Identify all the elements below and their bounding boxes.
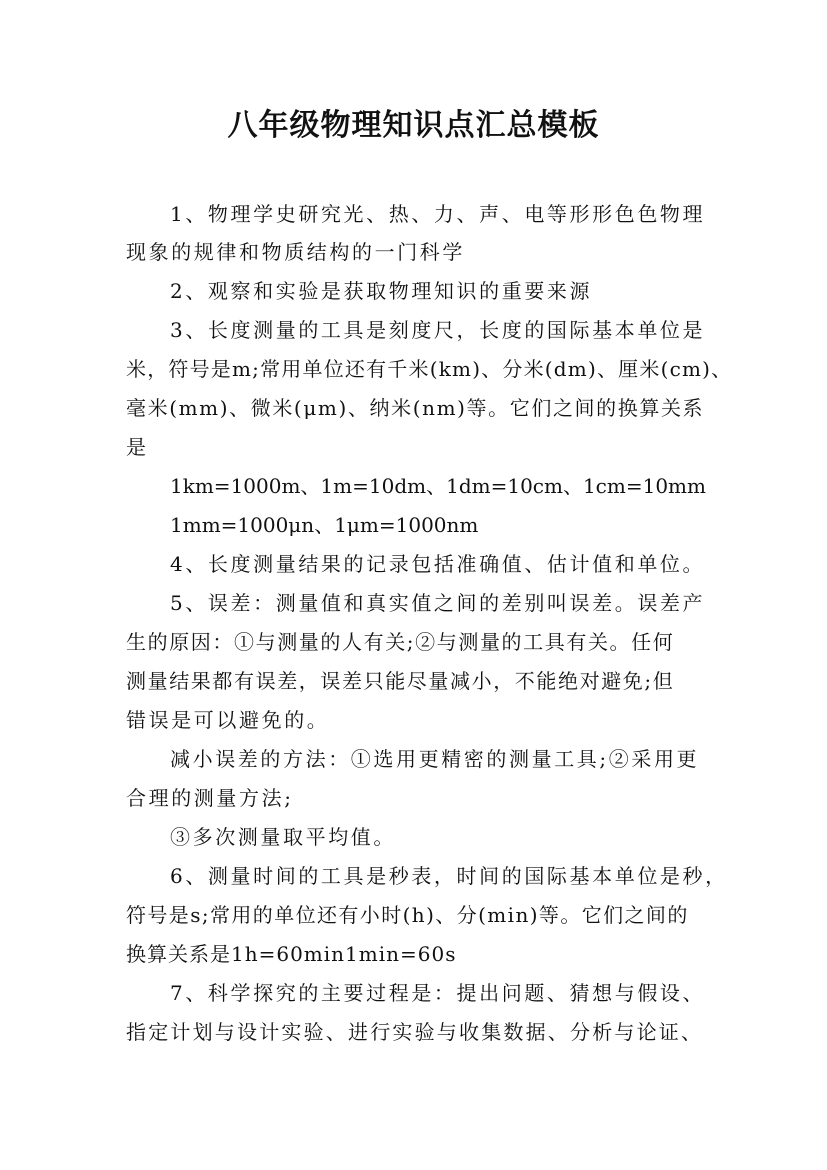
- text-line: 4、长度测量结果的记录包括准确值、估计值和单位。: [170, 552, 706, 576]
- text-line: 米，符号是m;常用单位还有千米(km)、分米(dm)、厘米(cm)、: [126, 357, 733, 381]
- text-line: 符号是s;常用的单位还有小时(h)、分(min)等。它们之间的: [126, 903, 689, 927]
- text-line: 是: [126, 435, 149, 459]
- text-line: 2、观察和实验是获取物理知识的重要来源: [170, 279, 593, 303]
- text-line: 错误是可以避免的。: [126, 708, 330, 732]
- text-line: 现象的规律和物质结构的一门科学: [126, 240, 465, 264]
- text-line: 毫米(mm)、微米(μm)、纳米(nm)等。它们之间的换算关系: [126, 396, 705, 420]
- text-line: 指定计划与设计实验、进行实验与收集数据、分析与论证、: [126, 1020, 704, 1044]
- text-line: 1km=1000m、1m=10dm、1dm=10cm、1cm=10mm: [170, 474, 706, 498]
- text-line: 换算关系是1h=60min1min=60s: [126, 942, 457, 966]
- text-line: 测量结果都有误差，误差只能尽量减小，不能绝对避免;但: [126, 669, 675, 693]
- text-line: 1mm=1000μn、1μm=1000nm: [170, 513, 479, 537]
- text-line: 减小误差的方法：①选用更精密的测量工具;②采用更: [170, 747, 700, 771]
- text-line: 1、物理学史研究光、热、力、声、电等形形色色物理: [170, 202, 706, 226]
- text-line: 生的原因：①与测量的人有关;②与测量的工具有关。任何: [126, 630, 675, 654]
- text-line: 合理的测量方法;: [126, 786, 294, 810]
- text-line: ③多次测量取平均值。: [170, 825, 396, 849]
- text-line: 3、长度测量的工具是刻度尺，长度的国际基本单位是: [170, 318, 706, 342]
- text-line: 5、误差：测量值和真实值之间的差别叫误差。误差产: [170, 591, 706, 615]
- text-line: 7、科学探究的主要过程是：提出问题、猜想与假设、: [170, 981, 706, 1005]
- text-line: 6、测量时间的工具是秒表，时间的国际基本单位是秒，: [170, 864, 728, 888]
- page-title: 八年级物理知识点汇总模板: [227, 108, 600, 143]
